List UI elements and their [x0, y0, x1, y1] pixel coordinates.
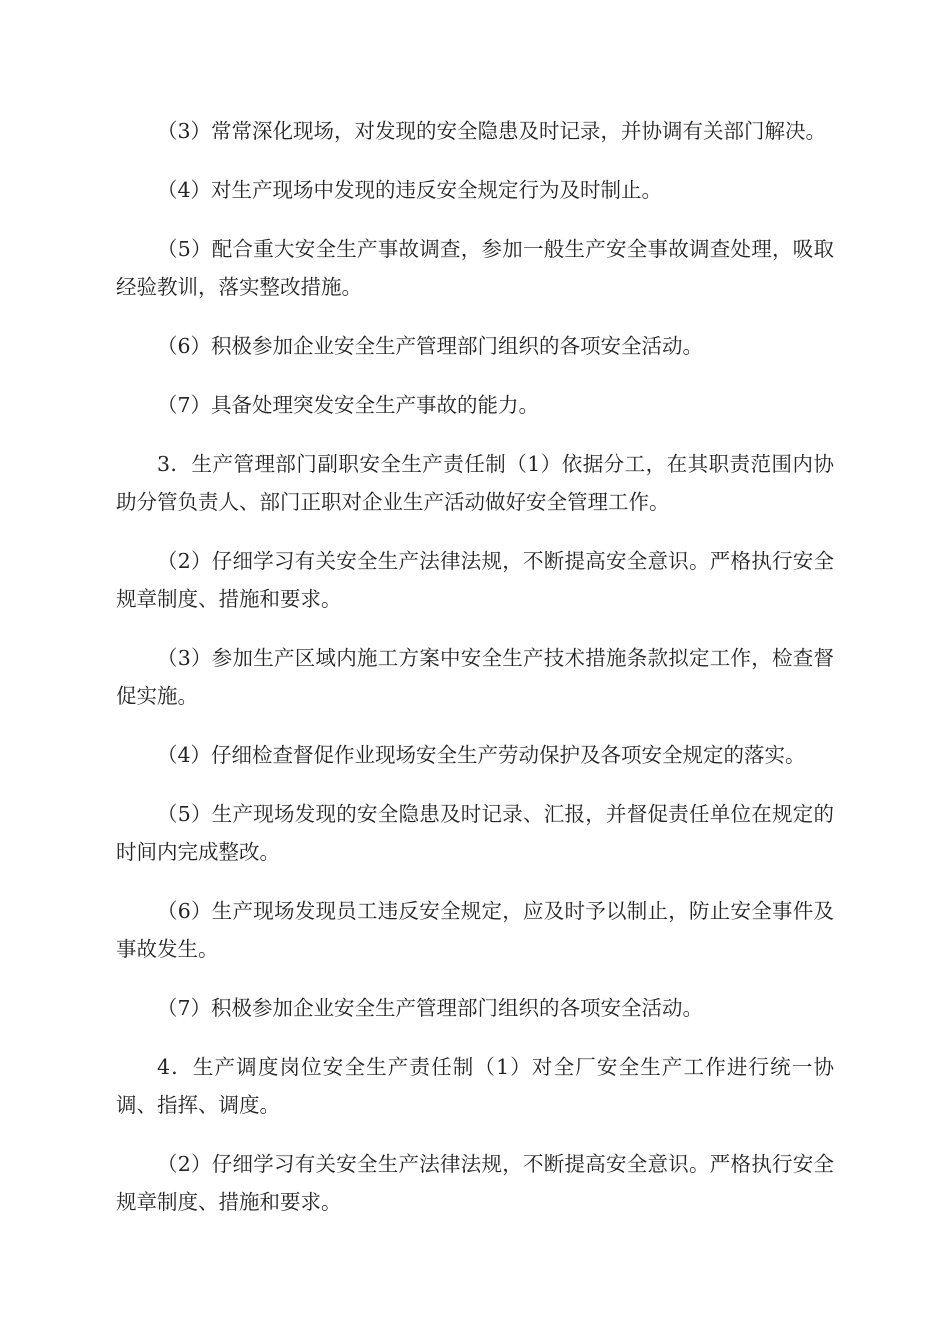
paragraph-deputy-2-study-regulations: （2）仔细学习有关安全生产法律法规，不断提高安全意识。严格执行安全规章制度、措施和要求。 — [116, 549, 834, 611]
paragraph-deputy-6-stop-violations: （6）生产现场发现员工违反安全规定，应及时予以制止，防止安全事件及事故发生。 — [116, 899, 834, 961]
paragraph-deputy-5-hazard-rectification: （5）生产现场发现的安全隐患及时记录、汇报，并督促责任单位在规定的时间内完成整改。 — [116, 802, 834, 864]
document-body — [116, 112, 834, 1242]
paragraph-duty-5-accident-investigation: （5）配合重大安全生产事故调查，参加一般生产安全事故调查处理，吸取经验教训，落实整改措施。 — [116, 237, 834, 299]
section-3-deputy-manager-responsibility: 3．生产管理部门副职安全生产责任制（1）依据分工，在其职责范围内协助分管负责人、部门正职对企业生产活动做好安全管理工作。 — [116, 452, 834, 514]
paragraph-duty-3-site-inspection: （3）常常深化现场，对发现的安全隐患及时记录，并协调有关部门解决。 — [157, 119, 827, 143]
paragraph-deputy-4-inspect-protection: （4）仔细检查督促作业现场安全生产劳动保护及各项安全规定的落实。 — [157, 743, 806, 767]
section-4-dispatcher-responsibility: 4．生产调度岗位安全生产责任制（1）对全厂安全生产工作进行统一协调、指挥、调度。 — [116, 1055, 834, 1117]
paragraph-duty-7-emergency-handling: （7）具备处理突发安全生产事故的能力。 — [157, 393, 540, 417]
paragraph-duty-4-stop-violations: （4）对生产现场中发现的违反安全规定行为及时制止。 — [157, 178, 663, 202]
paragraph-deputy-7-safety-activities: （7）积极参加企业安全生产管理部门组织的各项安全活动。 — [157, 996, 704, 1020]
paragraph-duty-6-safety-activities: （6）积极参加企业安全生产管理部门组织的各项安全活动。 — [157, 334, 704, 358]
paragraph-dispatcher-2-study-regulations: （2）仔细学习有关安全生产法律法规，不断提高安全意识。严格执行安全规章制度、措施和要求。 — [116, 1152, 834, 1214]
paragraph-deputy-3-construction-plan: （3）参加生产区域内施工方案中安全生产技术措施条款拟定工作，检查督促实施。 — [116, 646, 834, 708]
